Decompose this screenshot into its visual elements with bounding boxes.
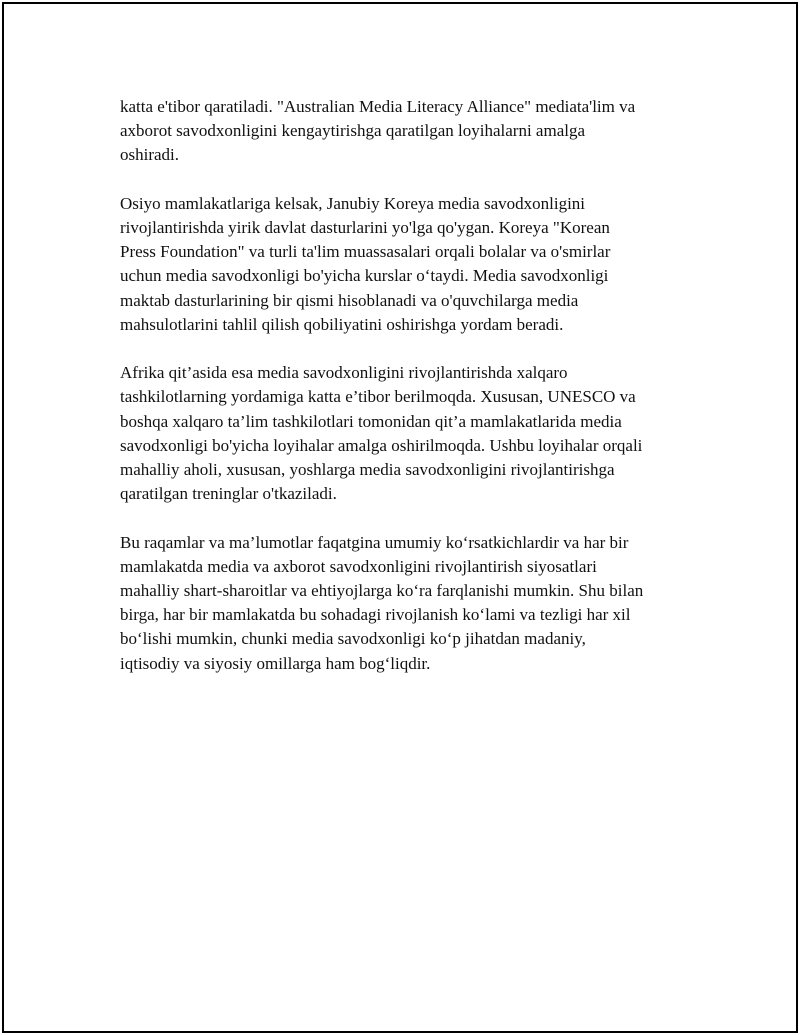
paragraph-1: katta e'tibor qaratiladi. "Australian Media Literacy Alliance" mediata'lim va axborot savodxonligini kengaytirishga qaratilgan loyihalarni amalga oshiradi.: [120, 97, 636, 165]
document-page: [2, 2, 798, 1033]
document-body: [120, 95, 700, 700]
paragraph-4: Bu raqamlar va ma’lumotlar faqatgina umumiy ko‘rsatkichlardir va har bir mamlakatda media va axborot savodxonligini rivojlantirish siyosatlari mahalliy shart-sharoitlar va ehtiyojlarga ko‘ra farqlanishi mumkin. Shu bilan birga, har bir mamlakatda bu sohadagi rivojlanish ko‘lami va tezligi har xil bo‘lishi mumkin, chunki media savodxonligi ko‘p jihatdan madaniy, iqtisodiy va siyosiy omillarga ham bog‘liqdir.: [120, 532, 644, 673]
paragraph-2: Osiyo mamlakatlariga kelsak, Janubiy Koreya media savodxonligini rivojlantirishda yirik davlat dasturlarini yo'lga qo'ygan. Koreya "Korean Press Foundation" va turli ta'lim muassasalari orqali bolalar va o'smirlar uchun media savodxonligi bo'yicha kurslar o‘taydi. Media savodxonligi maktab dasturlarining bir qismi hisoblanadi va o'quvchilarga media mahsulotlarini tahlil qilish qobiliyatini oshirishga yordam beradi.: [120, 193, 611, 334]
paragraph-3: Afrika qit’asida esa media savodxonligini rivojlantirishda xalqaro tashkilotlarning yordamiga katta e’tibor berilmoqda. Xususan, UNESCO va boshqa xalqaro ta’lim tashkilotlari tomonidan qit’a mamlakatlarida media savodxonligi bo'yicha loyihalar amalga oshirilmoqda. Ushbu loyihalar orqali mahalliy aholi, xususan, yoshlarga media savodxonligini rivojlantirishga qaratilgan treninglar o'tkaziladi.: [120, 363, 643, 504]
